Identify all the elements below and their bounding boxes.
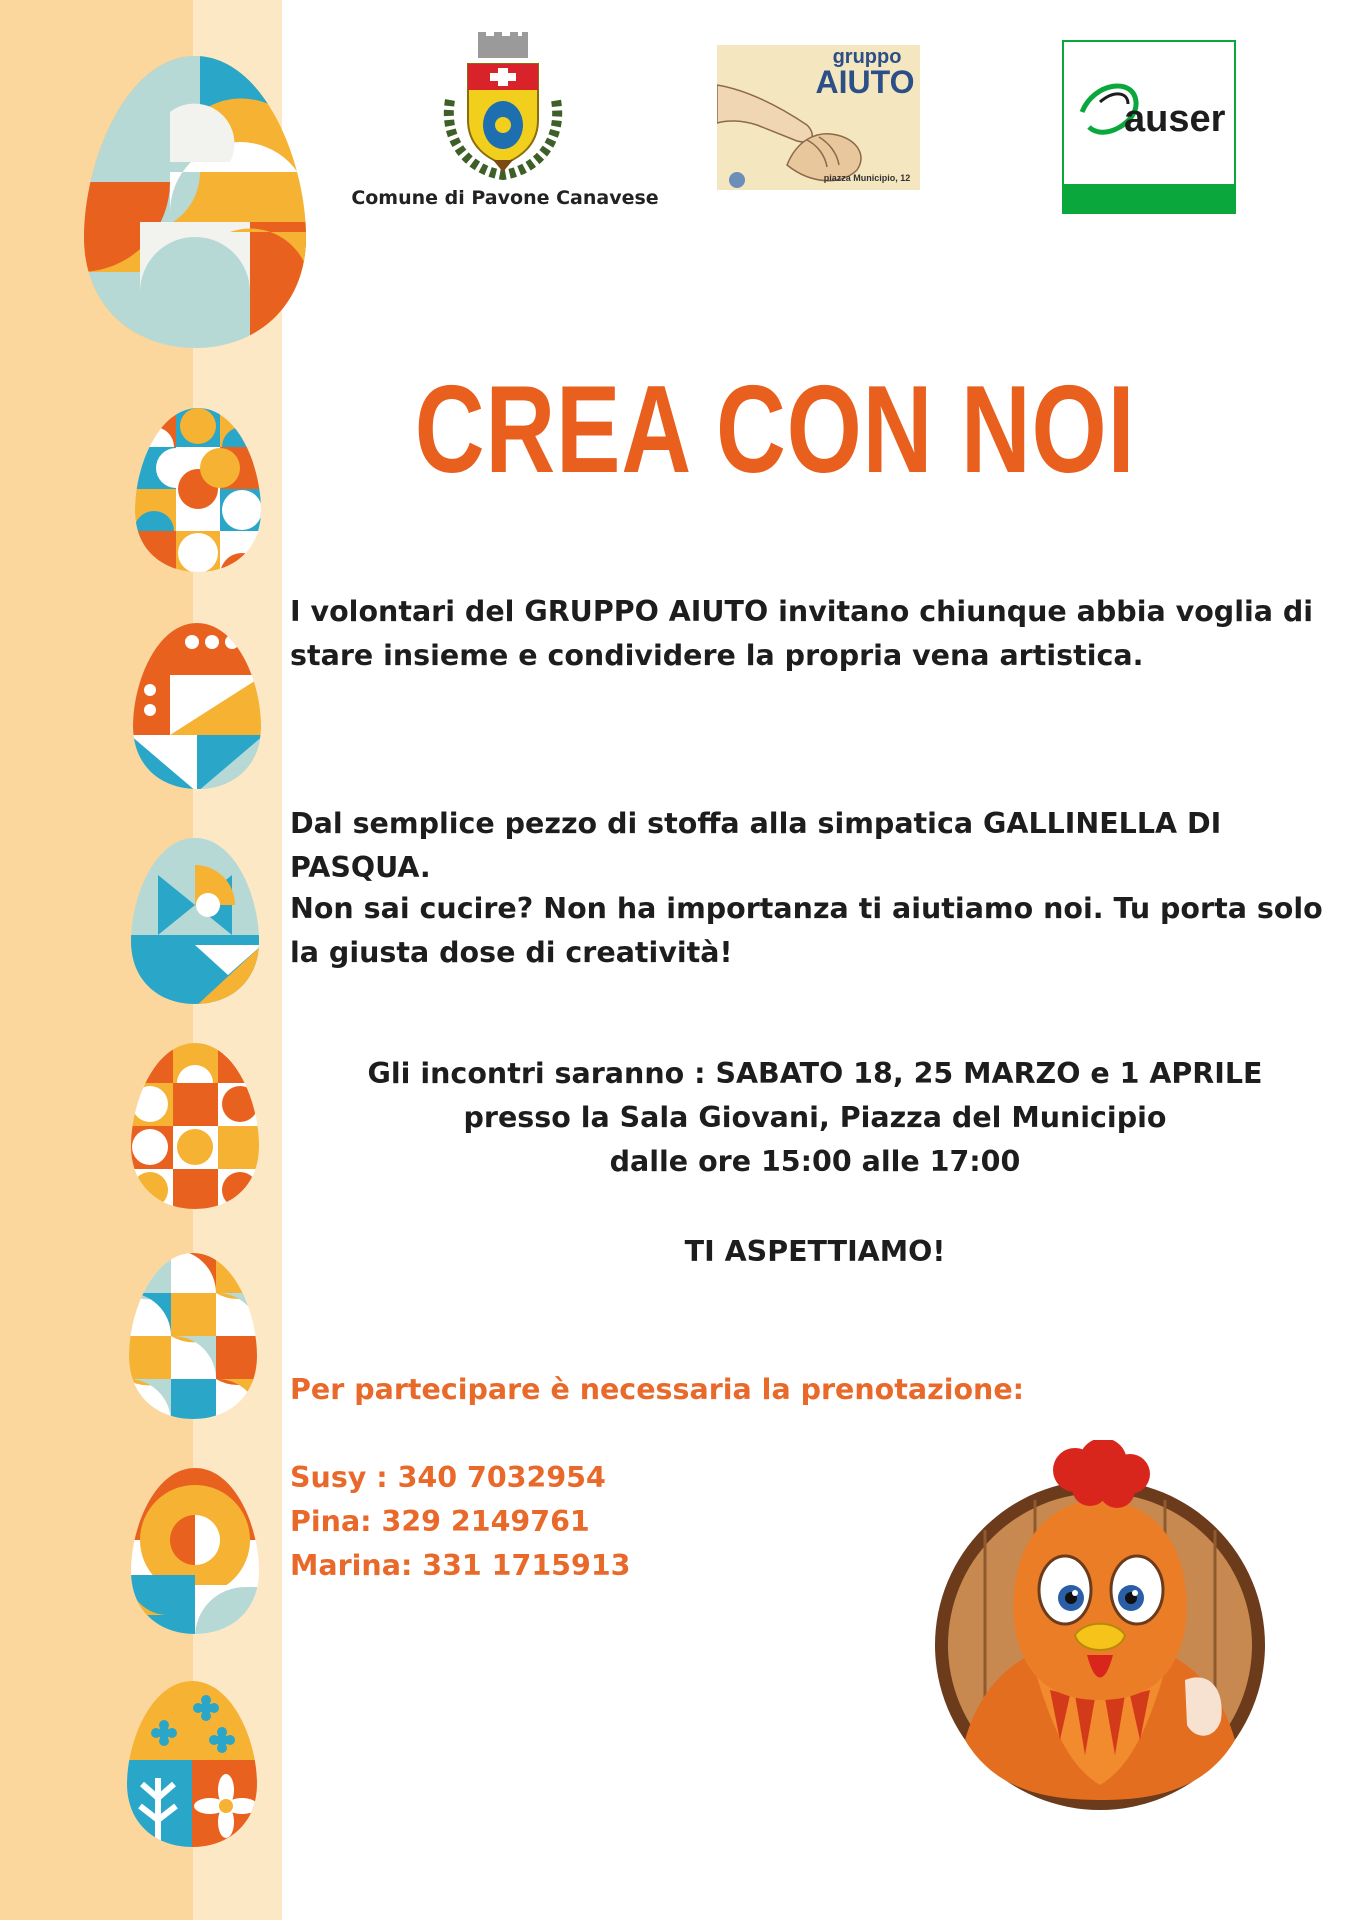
coat-of-arms-icon [438, 30, 568, 180]
booking-note: Per partecipare è necessaria la prenotazione: [290, 1373, 1025, 1406]
easter-egg-icon [132, 405, 264, 575]
easter-egg-icon [128, 1040, 262, 1212]
auser-swoosh-icon [1064, 42, 1234, 184]
intro-paragraph: I volontari del GRUPPO AIUTO invitano chiunque abbia voglia di stare insieme e condividere la propria vena artistica. [290, 595, 1314, 672]
auser-logo [1062, 40, 1236, 214]
easter-egg-icon [130, 620, 264, 792]
contact-marina: Marina: 331 1715913 [290, 1549, 631, 1582]
easter-egg-icon [124, 1678, 260, 1850]
contact-susy: Susy : 340 7032954 [290, 1461, 606, 1494]
easter-egg-icon [128, 1465, 262, 1637]
gruppo-logo-address: piazza Municipio, 12 [823, 173, 911, 183]
closing-line: TI ASPETTIAMO! [684, 1235, 946, 1268]
gruppo-logo-line2: AIUTO [815, 64, 915, 100]
sewing-paragraph: Non sai cucire? Non ha importanza ti aiutiamo noi. Tu porta solo la giusta dose di creatività! [290, 892, 1323, 969]
auser-green-bar [1064, 184, 1234, 212]
auser-logo-text: auser [1124, 98, 1226, 140]
fabric-paragraph: Dal semplice pezzo di stoffa alla simpatica GALLINELLA DI PASQUA. [290, 807, 1222, 884]
page-title: CREA CON NOI [414, 361, 1136, 499]
contact-pina: Pina: 329 2149761 [290, 1505, 590, 1538]
decorative-sidebar [0, 0, 282, 1920]
gruppo-logo-line1: gruppo [832, 46, 902, 68]
easter-egg-icon [128, 835, 262, 1007]
comune-caption: Comune di Pavone Canavese [351, 187, 659, 209]
schedule-dates: Gli incontri saranno : SABATO 18, 25 MARZO e 1 APRILE [367, 1057, 1263, 1090]
schedule-place: presso la Sala Giovani, Piazza del Municipio [463, 1101, 1167, 1134]
schedule-time: dalle ore 15:00 alle 17:00 [609, 1145, 1021, 1178]
easter-egg-icon [80, 52, 310, 352]
gruppo-aiuto-logo [717, 45, 920, 190]
hen-icon [925, 1440, 1275, 1820]
easter-egg-icon [126, 1250, 260, 1422]
